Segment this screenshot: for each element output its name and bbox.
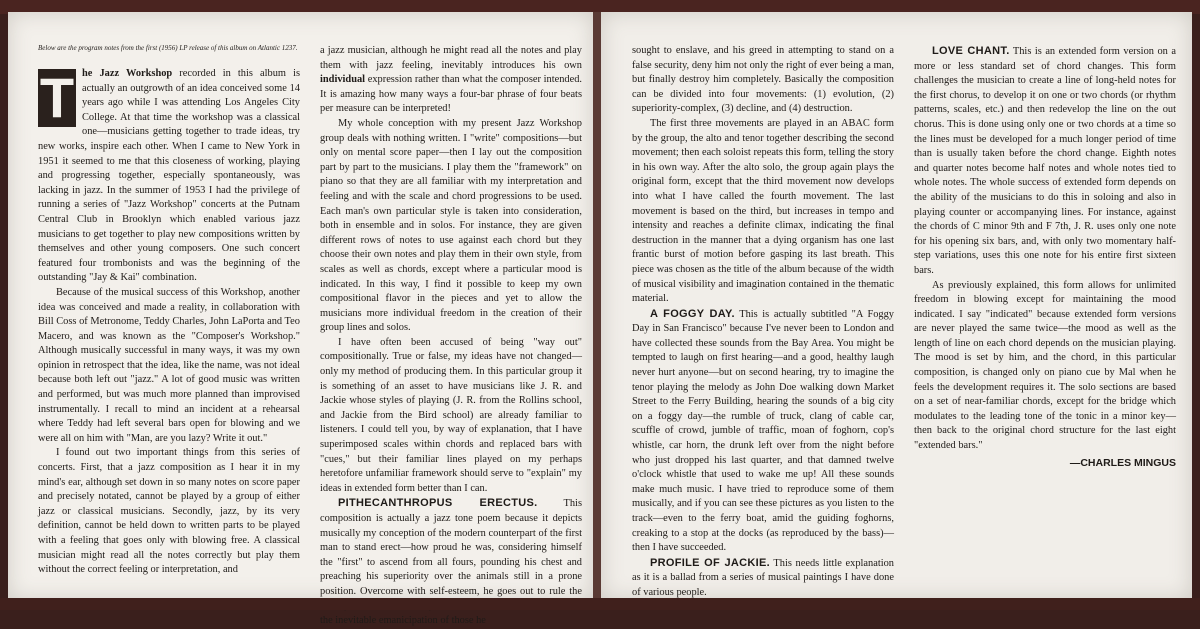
intro-text: recorded in this album is actually an outgrowth of an idea conceived some 14 years ago while I was attending Los Angeles City College. At that time the workshop was a classical one—musicians getting together to trade ideas, try new works, inspire each other. When I came to New York in 1951 it seemed to me that this closeness of working, playing and progressing together, especially spontaneously, was lacking in jazz. In the summer of 1953 I had the privilege of running a series of "Jazz Workshop" concerts at the Putnam Central Club in Brooklyn which enabled various jazz musicians to get together to play new compositions written by themselves and other young composers. One such concert featured four trombonists and was the beginning of the outstanding "Jay & Kai" combination. <box>38 68 300 284</box>
column-3 <box>632 44 894 601</box>
paragraph: I have often been accused of being "way out" compositionally. True or false, my ideas have not changed—only my method of producing them. In this particular group it is something of an asset to have musicians like J. R. and Jackie whose styles of playing (J. R. from the Rollins school, and Jackie from the Bird school) are already familiar to listeners. I could tell you, by way of explanation, that I have superimposed scales within chords and replaced bars with "cues," but their familiar lines played on my perhaps heretofore unfamiliar framework should serve to "explain" my ideas in extended form better than I can. <box>320 336 582 494</box>
text-run: a jazz musician, although he might read all the notes and play them with jazz feeling, inevitably introduces his own <box>320 45 582 71</box>
column-4 <box>914 44 1176 470</box>
paragraph: The first three movements are played in an ABAC form by the group, the alto and tenor together describing the second movement; then each soloist repeats this form, telling the story in his own way. After the alto solo, the group again plays the original form, except that the third movement now develops into what I have called the fourth movement. The last movement is based on the third, but increases in tempo and intensity and reaches a definite climax, indicating the final destruction in the manner that a dying organism has one last frantic burst of motion before gasping its last breath. This piece was chosen as the title of the album because of the width of musical visibility and imagination contained in the thematic material. <box>632 117 894 305</box>
section-heading-profile-of-jackie: PROFILE OF JACKIE. <box>650 556 770 569</box>
preface-note: Below are the program notes from the first (1956) LP release of this album on Atlantic 1237. <box>38 44 298 52</box>
section-heading-pithecanthropus: PITHECANTHROPUS ERECTUS. <box>338 497 538 510</box>
section-text: This needs little explanation as it is a ballad from a series of musical paintings I have done of various people. <box>632 557 894 598</box>
paragraph: Because of the musical success of this Workshop, another idea was conceived and made a reality, in collaboration with Bill Coss of Metronome, Teddy Charles, John LaPorta and Teo Macero, and was known as the "Composer's Workshop." Although musically successful in many ways, it was my own opinion in retrospect that the idea, like the name, was not ideal because both left out "jazz." A lot of good music was written and performed, but was much more planned than improvised instrumentally. I recall to mind an incident at a rehearsal where Teddy had left several bars open for blowing and we were all on him with "Man, are you lazy? Write it out." <box>38 286 300 444</box>
paragraph: I found out two important things from this series of concerts. First, that a jazz composition as I hear it in my mind's ear, although set down in so many notes on score paper and precisely notated, cannot be played by a group of either jazz or classical musicians. Secondly, jazz, by its very definition, cannot be held down to written parts to be played with a feeling that goes only with blowing free. A classical musician might read all the notes correctly but play them without the correct feeling or interpretation, and <box>38 447 300 576</box>
drop-cap-letter: T <box>39 66 75 129</box>
paragraph <box>632 307 894 556</box>
wood-background-bottom <box>0 598 1200 610</box>
paragraph: sought to enslave, and his greed in attempting to stand on a false security, deny him not only the right of ever being a man, but finally destroy him completely. Basically the composition can be divided into four movements: (1) evolution, (2) superiority-complex, (3) decline, and (4) destruction. <box>632 45 894 115</box>
right-page <box>601 12 1192 600</box>
left-page <box>8 12 593 627</box>
intro-title: he Jazz Workshop <box>82 68 173 79</box>
paragraph <box>914 44 1176 279</box>
paragraph: My whole conception with my present Jazz Workshop group deals with nothing written. I "write" compositions—but only on mental score paper—then I lay out the composition part by part to the musicians. I play them the "framework" on piano so that they are all familiar with my interpretation and feeling and with the scale and chord progressions to be used. Each man's own particular style is taken into consideration, both in ensemble and in solos. For instance, they are given different rows of notes to use against each chord but they choose their own notes and play them in their own style, from scales as well as chords, except where a particular mood is indicated. In this way, I find it possible to keep my own compositional flavor in the pieces and yet to allow the musicians more individual freedom in the creation of their group lines and solos. <box>320 117 582 334</box>
section-text: This is actually subtitled "A Foggy Day in San Francisco" because I've never been to London and have collected these sounds from the Bay Area. You might be tempted to laugh on first hearing—and a good, healthy laugh never hurt anyone—but on second hearing, try to imagine the tenor playing the melody as John Doe walking down Market Street to the Ferry Building, hearing the sounds of a big city on a foggy day—the rumble of truck, clang of cable car, scuffle of crowd, jumble of traffic, moan of foghorn, cop's whistle, car horn, the drunk left over from the night before who just dropped his last quarter, and that damned twelve o'clock whistle that used to wake me up! All these sounds make much music. I have tried to reproduce some of them musically, and if you can see these pictures as you listen to the track—even to the ferry boat, amid the guiding foghorns, creaking to a stop at the docks (as reproduced by the bass)—then I have succeeded. <box>632 308 895 554</box>
author-signature: —CHARLES MINGUS <box>1069 456 1176 469</box>
column-2 <box>320 44 582 629</box>
page-gutter <box>593 12 601 600</box>
paragraph: As previously explained, this form allows for unlimited freedom in blowing except for maintaining the mood indicated. I say "indicated" because extended form versions are never played the same twice—the mood as well as the length of line on each chord depends on the musician playing. The mood is set by him, and the chord, in this particular composition, is changed only on piano cue by Mal when he feels the development requires it. The solo sections are based on a set of near-familiar chords, except for the bridge which modulates to the leading tone of the tonic in a minor key—then back to the original chord structure for the last eight "extended bars." <box>914 279 1176 452</box>
paragraph <box>632 556 894 601</box>
column-1 <box>38 44 300 578</box>
section-text: This composition is actually a jazz tone poem because it depicts musically my conception of the modern counterpart of the first man to stand erect—how proud he was, considering himself the "first" to ascend from all fours, pounding his chest and preaching his superiority over the animals still in a prone position. Overcome with self-esteem, he goes out to rule the the inevitable emanicipation of those he <box>320 498 582 627</box>
section-text: This is an extended form version on a more or less standard set of chord changes. This form challenges the musician to create a line of long-held notes for the first chorus, to develop it on one or two chords (or rhythm patterns, scales, etc.) and then redevelop the line on the out chorus. This is done using only one or two chords at a time so the lines must be developed for a much longer period of time than is usually taken before the chord change. Eighth notes and quarter notes become half notes and whole notes tied to whole notes. The whole success of extended form depends on the ability of the musicians to do this in soloing and also in playing counter or accompanying lines. For instance, against the chords of C minor 9th and F 7th, J. R. uses only one note for his opening six bars, and, with only two momentary half-step variations, uses this one note for his entire first sixteen bars. <box>914 46 1176 276</box>
emphasis-word: individual <box>320 74 366 86</box>
section-heading-foggy-day: A FOGGY DAY. <box>650 307 735 320</box>
intro-paragraph <box>38 67 300 286</box>
text-run: expression rather than what the composer intended. It is amazing how many ways a four-bar phrase of four beats per measure can be interpreted! <box>320 74 582 115</box>
paragraph <box>320 44 582 117</box>
section-heading-love-chant: LOVE CHANT. <box>932 45 1010 57</box>
